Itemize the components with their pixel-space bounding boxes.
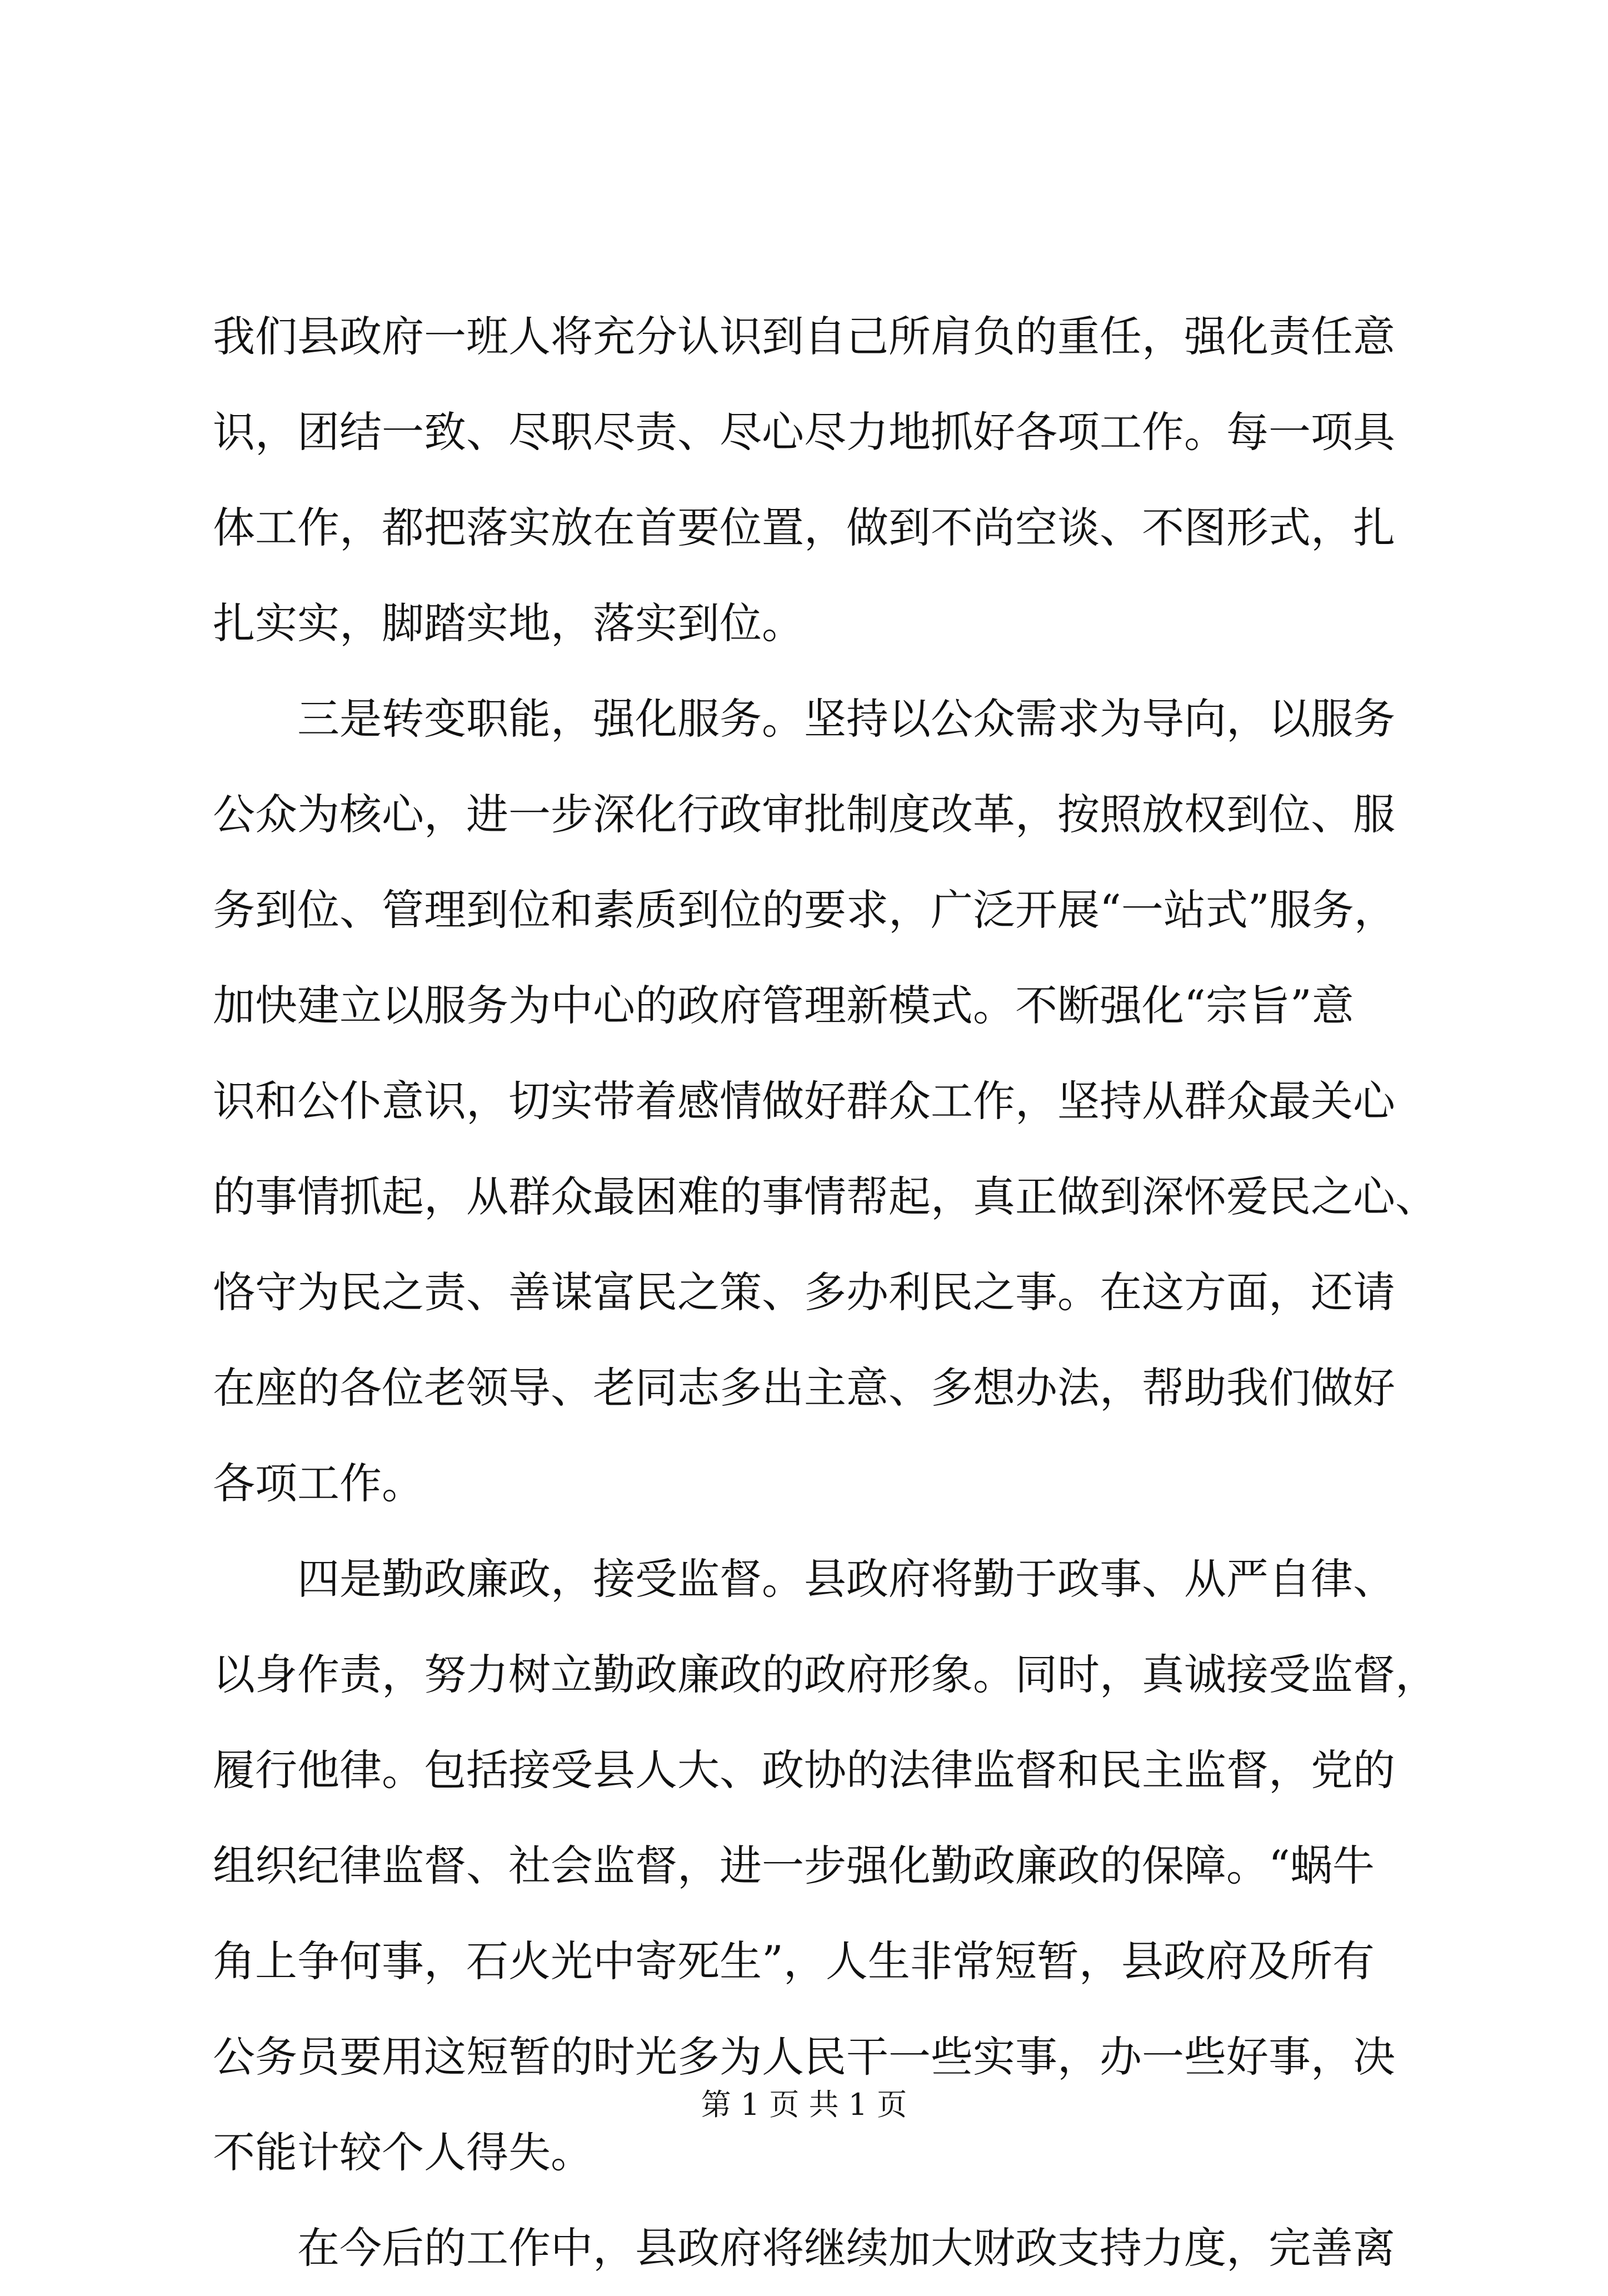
text-line: 恪守为民之责、善谋富民之策、多办利民之事。在这方面，还请 bbox=[213, 1267, 1395, 1317]
text-line: 务到位、管理到位和素质到位的要求，广泛开展“一站式”服务， bbox=[213, 885, 1396, 935]
paragraph-start-line: 四是勤政廉政，接受监督。县政府将勤于政事、从严自律、 bbox=[297, 1554, 1395, 1604]
text-line: 组织纪律监督、社会监督，进一步强化勤政廉政的保障。“蜗牛 bbox=[213, 1841, 1375, 1890]
text-line: 在座的各位老领导、老同志多出主意、多想办法，帮助我们做好 bbox=[213, 1363, 1395, 1412]
text-line: 我们县政府一班人将充分认识到自己所肩负的重任，强化责任意 bbox=[213, 312, 1395, 361]
text-line: 的事情抓起，从群众最困难的事情帮起，真正做到深怀爱民之心、 bbox=[213, 1172, 1437, 1221]
text-line: 角上争何事，石火光中寄死生”，人生非常短暂，县政府及所有 bbox=[213, 1936, 1375, 1986]
text-line: 体工作，都把落实放在首要位置，做到不尚空谈、不图形式，扎 bbox=[213, 503, 1395, 552]
text-line: 各项工作。 bbox=[213, 1459, 424, 1508]
text-line: 识和公仆意识，切实带着感情做好群众工作，坚持从群众最关心 bbox=[213, 1076, 1395, 1126]
paragraph-start-line: 三是转变职能，强化服务。坚持以公众需求为导向，以服务 bbox=[297, 694, 1395, 743]
text-line: 扎实实，脚踏实地，落实到位。 bbox=[213, 598, 804, 648]
text-line: 不能计较个人得失。 bbox=[213, 2128, 593, 2177]
text-line: 以身作责，努力树立勤政廉政的政府形象。同时，真诚接受监督， bbox=[213, 1650, 1437, 1699]
page-number-footer: 第 1 页 共 1 页 bbox=[701, 2087, 907, 2122]
text-line: 公众为核心，进一步深化行政审批制度改革，按照放权到位、服 bbox=[213, 790, 1395, 839]
paragraph-start-line: 在今后的工作中，县政府将继续加大财政支持力度，完善离 bbox=[297, 2223, 1395, 2273]
text-line: 识，团结一致、尽职尽责、尽心尽力地抓好各项工作。每一项具 bbox=[213, 407, 1395, 457]
document-body bbox=[213, 289, 1437, 2296]
text-line: 加快建立以服务为中心的政府管理新模式。不断强化“宗旨”意 bbox=[213, 981, 1354, 1030]
text-line: 公务员要用这短暂的时光多为人民干一些实事，办一些好事，决 bbox=[213, 2032, 1395, 2082]
text-line: 履行他律。包括接受县人大、政协的法律监督和民主监督，党的 bbox=[213, 1745, 1395, 1795]
